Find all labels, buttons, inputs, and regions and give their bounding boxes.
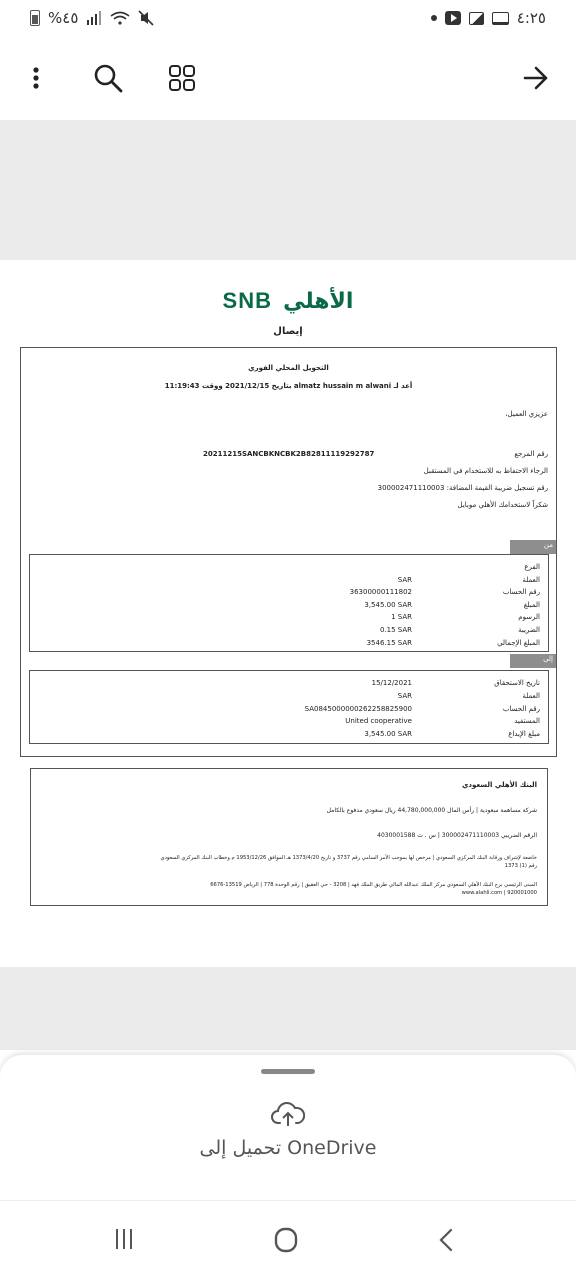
battery-icon [30, 10, 40, 26]
from-row-label: المبلغ [523, 600, 540, 609]
from-row-label: العملة [522, 575, 540, 584]
bank-footer-box [30, 768, 548, 906]
screen-icon [492, 12, 509, 25]
thanks-line: شكراً لاستخدامك الأهلي موبايل [457, 501, 548, 509]
prepared-line: أعد لـ almatz hussain m alwani بتاريخ 2021/12/15 ووقت 11:19:43 [164, 382, 413, 390]
to-row-label: العملة [522, 691, 540, 700]
to-row-value: 15/12/2021 [371, 679, 412, 687]
wifi-icon [110, 11, 130, 25]
footer-line4b: 920001000 | www.alahli.com [461, 890, 537, 896]
viewer-toolbar [0, 36, 576, 120]
grid-icon[interactable] [164, 60, 200, 96]
footer-line3b: رقم (1) 1373 [504, 863, 537, 869]
footer-line4: المبنى الرئيسي برج البنك الأهلي السعودي مركز الملك عبدالله المالي طريق الملك فهد | 3208 - حي العقيق | رقم الوحدة 778 | الرياض 13519-6676 [210, 882, 537, 888]
signal-icon [86, 11, 102, 25]
sheet-drag-handle[interactable] [261, 1069, 315, 1074]
clock: ٤:٢٥ [516, 9, 546, 27]
to-row-value: SA0845000000262258825900 [304, 704, 412, 713]
footer-line3: خاضعة لإشراف ورقابة البنك المركزي السعودي | مرخص لها بموجب الأمر السامي رقم 3737 و تاريخ 1373/4/20 هـ الموافق 1953/12/26 م وخطاب البنك المركزي السعودي [160, 855, 537, 861]
to-row-value: United cooperative [345, 717, 412, 726]
from-row-label: الرسوم [518, 613, 540, 622]
from-row-label: الضريبة [518, 626, 540, 634]
cloud-upload-icon[interactable] [271, 1101, 305, 1131]
to-header [510, 654, 556, 668]
from-row-label: المبلغ الإجمالي [497, 638, 540, 647]
to-row-label: المستفيد [514, 717, 540, 726]
from-header [510, 540, 556, 554]
youtube-icon [445, 11, 461, 25]
ref-value: 20211215SANCBKNCBK2B82811119292787 [203, 450, 375, 458]
status-bar [0, 0, 576, 36]
to-row-value: SAR [397, 691, 412, 700]
bank-name: البنك الأهلي السعودي [461, 781, 537, 789]
more-vert-icon[interactable] [18, 60, 54, 96]
status-left-group [431, 9, 546, 27]
pdf-viewer[interactable] [0, 120, 576, 1050]
nav-back-icon[interactable] [438, 1228, 454, 1256]
vat-line: رقم تسجيل ضريبة القيمة المضافة: 300002471110003 [377, 484, 548, 492]
to-box [29, 670, 549, 744]
to-row-label: رقم الحساب [502, 704, 540, 713]
pdf-page [0, 260, 576, 967]
receipt-title: إيصال [273, 326, 303, 337]
search-icon[interactable] [90, 60, 126, 96]
greeting: عزيزي العميل، [505, 410, 548, 418]
keep-note: الرجاء الاحتفاظ به للاستخدام في المستقبل [423, 467, 548, 475]
upload-onedrive-button[interactable]: تحميل إلى OneDrive [199, 1137, 377, 1159]
to-row-label: تاريخ الاستحقاق [494, 679, 540, 687]
to-row-value: 3,545.00 SAR [364, 730, 412, 739]
from-row-label: الفرع [524, 563, 540, 571]
from-row-value: 1 SAR [391, 613, 412, 622]
back-arrow-icon[interactable] [518, 60, 554, 96]
transfer-title: التحويل المحلي الفوري [248, 364, 329, 372]
ref-label: رقم المرجع [514, 450, 548, 458]
gallery-icon [469, 12, 484, 25]
logo-en: SNB [222, 288, 272, 313]
footer-line1: شركة مساهمة سعودية | رأس المال 44,780,000,000 ريال سعودي مدفوع بالكامل [326, 807, 537, 814]
from-row-label: رقم الحساب [502, 588, 540, 597]
from-row-value: 0.15 SAR [379, 626, 412, 634]
status-right-group [30, 9, 154, 27]
home-icon[interactable] [273, 1226, 299, 1258]
mute-icon [138, 10, 154, 26]
footer-line2: الرقم الضريبي 300002471110003 | س . ت 4030001588 [377, 832, 537, 839]
from-row-value: 3546.15 SAR [366, 638, 412, 647]
to-label: إلى [543, 655, 553, 663]
recent-apps-icon[interactable] [112, 1227, 136, 1255]
system-nav-bar [0, 1200, 576, 1280]
receipt-box [20, 347, 557, 757]
notification-dot-icon [431, 15, 437, 21]
from-row-value: 36300000111802 [349, 588, 412, 597]
snb-logo [0, 288, 576, 314]
to-row-label: مبلغ الإيداع [508, 730, 540, 739]
from-box [29, 554, 549, 652]
logo-ar: الأهلي [283, 289, 354, 314]
from-row-value: SAR [397, 575, 412, 584]
from-label: من [543, 541, 553, 549]
from-row-value: 3,545.00 SAR [364, 600, 412, 609]
battery-level: %٤٥ [48, 9, 79, 27]
